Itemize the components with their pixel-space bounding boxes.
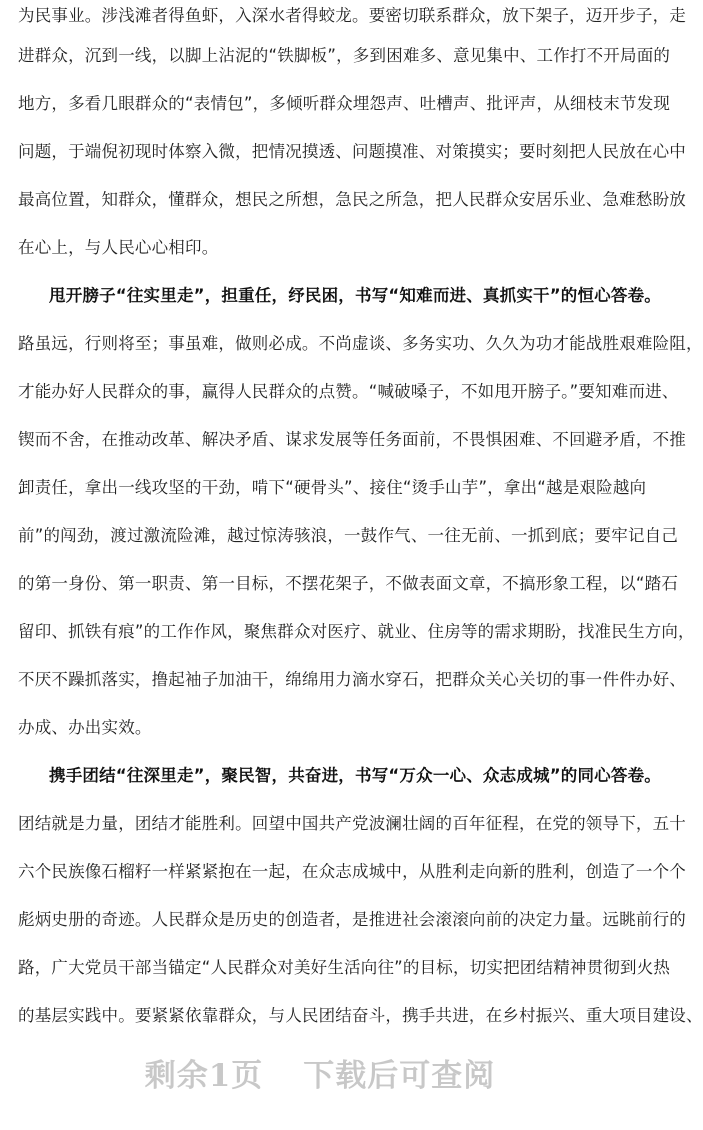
paragraph-line: 前”的闯劲，渡过激流险滩，越过惊涛骇浪，一鼓作气、一往无前、一抓到底；要牢记自己: [18, 526, 679, 545]
paragraph-line: 路虽远，行则将至；事虽难，做则必成。不尚虚谈、多务实功、久久为功才能战胜艰难险阻，: [18, 334, 703, 353]
remaining-pages-text: 剩余1页: [144, 1057, 264, 1094]
paragraph-line: 路，广大党员干部当锚定“人民群众对美好生活向往”的目标，切实把团结精神贯彻到火热: [18, 958, 671, 977]
paragraph-2: [18, 320, 703, 752]
article-body: [18, 0, 703, 1040]
paragraph-line: 才能办好人民群众的事，赢得人民群众的点赞。“喊破嗓子，不如甩开膀子。”要知难而进、: [18, 382, 679, 401]
paragraph-3: [18, 800, 703, 1040]
paragraph-line: 在心上，与人民心心相印。: [18, 238, 219, 257]
paragraph-line: 的基层实践中。要紧紧依靠群众，与人民团结奋斗，携手共进，在乡村振兴、重大项目建设、: [18, 1006, 703, 1025]
paragraph-line: 办成、办出实效。: [18, 718, 152, 737]
paragraph-line: 问题，于端倪初现时体察入微，把情况摸透、问题摸准、对策摸实；要时刻把人民放在心中: [18, 142, 686, 161]
paragraph-line: 六个民族像石榴籽一样紧紧抱在一起，在众志成城中，从胜利走向新的胜利，创造了一个个: [18, 862, 686, 881]
paragraph-line: 进群众，沉到一线，以脚上沾泥的“铁脚板”，多到困难多、意见集中、工作打不开局面的: [18, 46, 671, 65]
paragraph-line: 团结就是力量，团结才能胜利。回望中国共产党波澜壮阔的百年征程，在党的领导下，五十: [18, 814, 686, 833]
paragraph-line: 为民事业。涉浅滩者得鱼虾，入深水者得蛟龙。要密切联系群众，放下架子，迈开步子，走: [18, 6, 686, 25]
section-heading-2: 甩开膀子“往实里走”，担重任，纾民困，书写“知难而进、真抓实干”的恒心答卷。: [49, 286, 661, 305]
paragraph-line: 地方，多看几眼群众的“表情包”，多倾听群众埋怨声、吐槽声、批评声，从细枝末节发现: [18, 94, 671, 113]
paragraph-line: 锲而不舍，在推动改革、解决矛盾、谋求发展等任务面前，不畏惧困难、不回避矛盾，不推: [18, 430, 686, 449]
paragraph-line: 彪炳史册的奇迹。人民群众是历史的创造者，是推进社会滚滚向前的决定力量。远眺前行的: [18, 910, 686, 929]
paragraph-line: 的第一身份、第一职责、第一目标，不摆花架子，不做表面文章，不搞形象工程，以“踏石: [18, 574, 679, 593]
paragraph-1: [18, 0, 686, 272]
download-prompt[interactable]: [0, 1042, 640, 1102]
download-to-view-text[interactable]: 下载后可查阅: [303, 1057, 496, 1094]
paragraph-line: 最高位置，知群众，懂群众，想民之所想，急民之所急，把人民群众安居乐业、急难愁盼放: [18, 190, 686, 209]
paragraph-line: 不厌不躁抓落实，撸起袖子加油干，绵绵用力滴水穿石，把群众关心关切的事一件件办好、: [18, 670, 686, 689]
paragraph-line: 卸责任，拿出一线攻坚的干劲，啃下“硬骨头”、接住“烫手山芋”，拿出“越是艰险越向: [18, 478, 647, 497]
section-heading-3: 携手团结“往深里走”，聚民智，共奋进，书写“万众一心、众志成城”的同心答卷。: [49, 766, 661, 785]
paragraph-line: 留印、抓铁有痕”的工作作风，聚焦群众对医疗、就业、住房等的需求期盼，找准民生方向，: [18, 622, 695, 641]
